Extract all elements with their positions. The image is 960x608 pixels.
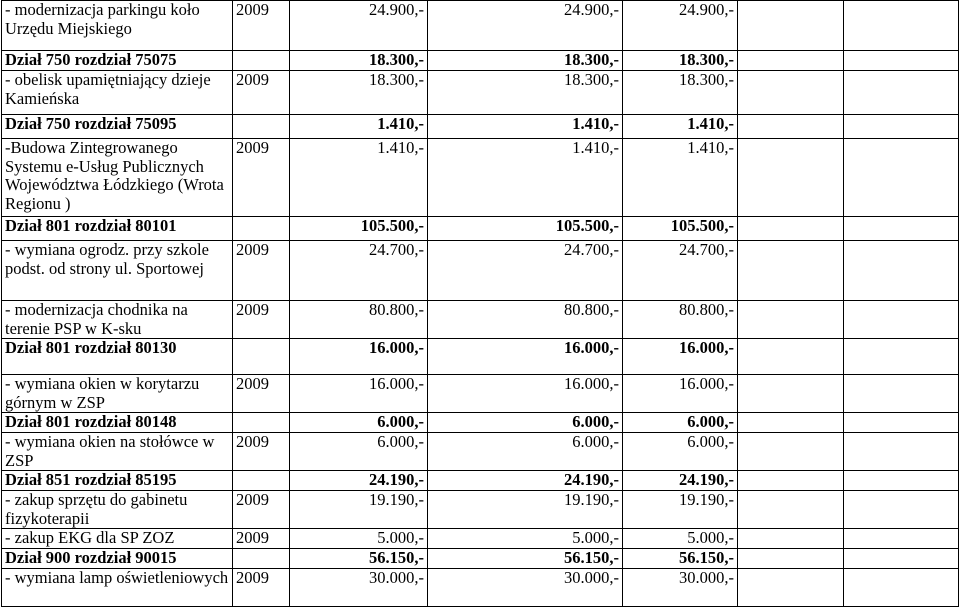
row-amount-2: 18.300,- xyxy=(428,71,623,115)
task-row xyxy=(2,241,959,301)
row-year: 2009 xyxy=(233,491,290,529)
row-year: 2009 xyxy=(233,433,290,471)
row-empty-cell xyxy=(844,491,959,529)
row-year: 2009 xyxy=(233,1,290,51)
row-description: - wymiana ogrodz. przy szkole podst. od strony ul. Sportowej xyxy=(2,241,233,301)
row-empty-cell xyxy=(844,413,959,433)
row-description: - zakup EKG dla SP ZOZ xyxy=(2,529,233,549)
row-amount-3: 24.900,- xyxy=(623,1,738,51)
row-amount-2: 80.800,- xyxy=(428,301,623,339)
row-amount-1: 1.410,- xyxy=(290,139,428,217)
task-row xyxy=(2,71,959,115)
section-total-row xyxy=(2,115,959,139)
row-amount-3: 24.190,- xyxy=(623,471,738,491)
row-amount-2: 24.190,- xyxy=(428,471,623,491)
row-description: - obelisk upamiętniający dzieje Kamieńska xyxy=(2,71,233,115)
row-amount-2: 19.190,- xyxy=(428,491,623,529)
row-description: Dział 851 rozdział 85195 xyxy=(2,471,233,491)
row-amount-2: 1.410,- xyxy=(428,115,623,139)
row-amount-3: 80.800,- xyxy=(623,301,738,339)
row-empty-cell xyxy=(738,217,844,241)
row-year xyxy=(233,471,290,491)
row-amount-2: 6.000,- xyxy=(428,433,623,471)
row-year: 2009 xyxy=(233,71,290,115)
row-amount-1: 56.150,- xyxy=(290,549,428,569)
row-amount-3: 18.300,- xyxy=(623,71,738,115)
row-amount-1: 30.000,- xyxy=(290,569,428,607)
row-description: - wymiana okien w korytarzu górnym w ZSP xyxy=(2,375,233,413)
row-description: - modernizacja parkingu koło Urzędu Miejskiego xyxy=(2,1,233,51)
row-description: Dział 801 rozdział 80148 xyxy=(2,413,233,433)
row-empty-cell xyxy=(738,433,844,471)
row-amount-2: 30.000,- xyxy=(428,569,623,607)
row-amount-3: 30.000,- xyxy=(623,569,738,607)
row-empty-cell xyxy=(738,569,844,607)
row-empty-cell xyxy=(738,1,844,51)
row-empty-cell xyxy=(844,375,959,413)
row-amount-1: 24.190,- xyxy=(290,471,428,491)
row-amount-1: 24.900,- xyxy=(290,1,428,51)
table-body xyxy=(2,1,959,607)
row-amount-3: 5.000,- xyxy=(623,529,738,549)
row-empty-cell xyxy=(738,413,844,433)
section-total-row xyxy=(2,51,959,71)
row-empty-cell xyxy=(738,51,844,71)
row-year xyxy=(233,413,290,433)
row-empty-cell xyxy=(738,491,844,529)
row-description: Dział 801 rozdział 80130 xyxy=(2,339,233,375)
row-amount-1: 19.190,- xyxy=(290,491,428,529)
row-empty-cell xyxy=(844,241,959,301)
row-empty-cell xyxy=(738,471,844,491)
row-amount-3: 19.190,- xyxy=(623,491,738,529)
row-empty-cell xyxy=(844,569,959,607)
row-amount-3: 24.700,- xyxy=(623,241,738,301)
row-empty-cell xyxy=(844,529,959,549)
row-year xyxy=(233,549,290,569)
row-description: Dział 750 rozdział 75075 xyxy=(2,51,233,71)
task-row xyxy=(2,569,959,607)
row-year xyxy=(233,51,290,71)
row-amount-2: 56.150,- xyxy=(428,549,623,569)
row-amount-1: 1.410,- xyxy=(290,115,428,139)
row-amount-1: 18.300,- xyxy=(290,51,428,71)
row-description: - wymiana okien na stołówce w ZSP xyxy=(2,433,233,471)
row-description: Dział 750 rozdział 75095 xyxy=(2,115,233,139)
row-empty-cell xyxy=(738,549,844,569)
row-empty-cell xyxy=(844,339,959,375)
row-year xyxy=(233,115,290,139)
section-total-row xyxy=(2,413,959,433)
row-year: 2009 xyxy=(233,301,290,339)
row-amount-2: 1.410,- xyxy=(428,139,623,217)
row-amount-2: 18.300,- xyxy=(428,51,623,71)
row-empty-cell xyxy=(844,217,959,241)
row-amount-3: 1.410,- xyxy=(623,115,738,139)
row-empty-cell xyxy=(738,139,844,217)
row-amount-3: 16.000,- xyxy=(623,339,738,375)
budget-table xyxy=(1,0,959,607)
row-description: -Budowa Zintegrowanego Systemu e-Usług Publicznych Województwa Łódzkiego (Wrota Regionu ) xyxy=(2,139,233,217)
row-empty-cell xyxy=(738,115,844,139)
row-empty-cell xyxy=(844,471,959,491)
row-amount-1: 6.000,- xyxy=(290,433,428,471)
row-empty-cell xyxy=(844,433,959,471)
row-amount-3: 6.000,- xyxy=(623,413,738,433)
row-year: 2009 xyxy=(233,139,290,217)
row-empty-cell xyxy=(844,51,959,71)
row-amount-3: 6.000,- xyxy=(623,433,738,471)
task-row xyxy=(2,491,959,529)
task-row xyxy=(2,1,959,51)
row-year: 2009 xyxy=(233,569,290,607)
row-year: 2009 xyxy=(233,241,290,301)
row-empty-cell xyxy=(844,301,959,339)
row-empty-cell xyxy=(844,115,959,139)
section-total-row xyxy=(2,549,959,569)
row-empty-cell xyxy=(738,375,844,413)
row-description: Dział 900 rozdział 90015 xyxy=(2,549,233,569)
section-total-row xyxy=(2,339,959,375)
task-row xyxy=(2,529,959,549)
task-row xyxy=(2,375,959,413)
row-amount-1: 18.300,- xyxy=(290,71,428,115)
row-amount-2: 105.500,- xyxy=(428,217,623,241)
row-description: - zakup sprzętu do gabinetu fizykoterapii xyxy=(2,491,233,529)
row-empty-cell xyxy=(844,71,959,115)
row-empty-cell xyxy=(844,139,959,217)
row-amount-1: 16.000,- xyxy=(290,339,428,375)
row-amount-2: 24.700,- xyxy=(428,241,623,301)
row-description: Dział 801 rozdział 80101 xyxy=(2,217,233,241)
row-year: 2009 xyxy=(233,529,290,549)
row-amount-1: 16.000,- xyxy=(290,375,428,413)
row-amount-3: 1.410,- xyxy=(623,139,738,217)
section-total-row xyxy=(2,471,959,491)
row-amount-3: 18.300,- xyxy=(623,51,738,71)
row-amount-2: 6.000,- xyxy=(428,413,623,433)
row-empty-cell xyxy=(738,301,844,339)
row-year: 2009 xyxy=(233,375,290,413)
row-description: - modernizacja chodnika na terenie PSP w K-sku xyxy=(2,301,233,339)
row-year xyxy=(233,339,290,375)
row-amount-2: 16.000,- xyxy=(428,339,623,375)
row-amount-1: 24.700,- xyxy=(290,241,428,301)
row-empty-cell xyxy=(844,1,959,51)
task-row xyxy=(2,301,959,339)
row-year xyxy=(233,217,290,241)
row-amount-2: 5.000,- xyxy=(428,529,623,549)
row-amount-3: 105.500,- xyxy=(623,217,738,241)
row-amount-1: 6.000,- xyxy=(290,413,428,433)
row-empty-cell xyxy=(738,71,844,115)
section-total-row xyxy=(2,217,959,241)
row-empty-cell xyxy=(738,339,844,375)
row-amount-2: 16.000,- xyxy=(428,375,623,413)
row-empty-cell xyxy=(738,241,844,301)
row-description: - wymiana lamp oświetleniowych xyxy=(2,569,233,607)
task-row xyxy=(2,433,959,471)
row-amount-3: 56.150,- xyxy=(623,549,738,569)
row-empty-cell xyxy=(844,549,959,569)
row-amount-1: 5.000,- xyxy=(290,529,428,549)
row-amount-1: 105.500,- xyxy=(290,217,428,241)
task-row xyxy=(2,139,959,217)
row-amount-3: 16.000,- xyxy=(623,375,738,413)
row-amount-1: 80.800,- xyxy=(290,301,428,339)
row-empty-cell xyxy=(738,529,844,549)
row-amount-2: 24.900,- xyxy=(428,1,623,51)
